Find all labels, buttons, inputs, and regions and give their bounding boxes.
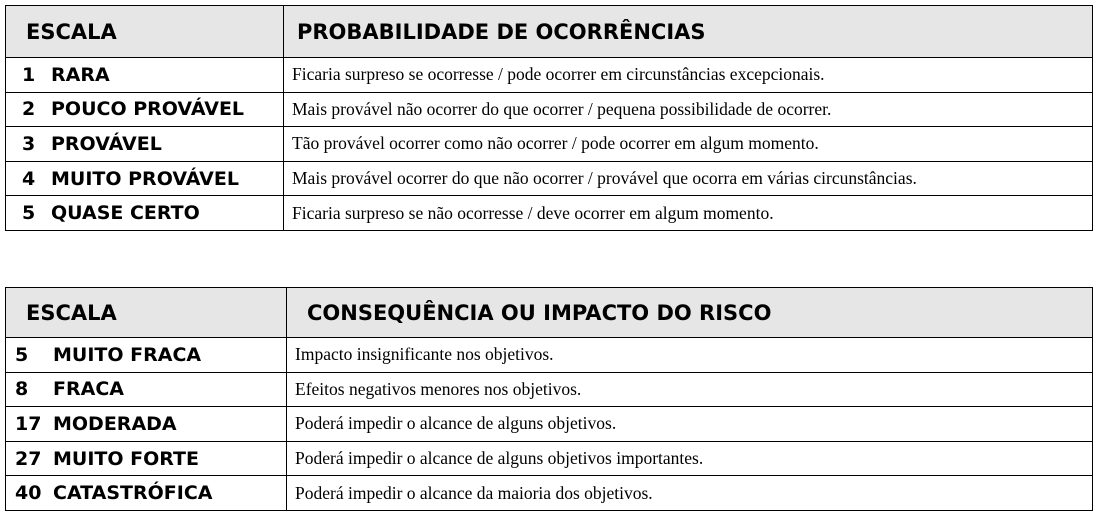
- level-number: 27: [15, 447, 42, 470]
- table-row: [6, 161, 1093, 196]
- level-number: 8: [15, 378, 29, 401]
- table-row: [6, 196, 1093, 231]
- level-cell: [6, 407, 287, 442]
- level-number: 4: [22, 167, 36, 190]
- table-row: [6, 441, 1093, 476]
- level-cell: [6, 92, 284, 127]
- level-cell: [6, 127, 284, 162]
- description-cell: Ficaria surpreso se não ocorresse / deve ocorrer em algum momento.: [284, 196, 1093, 231]
- table-row: [6, 58, 1093, 93]
- level-number: 40: [15, 482, 42, 505]
- level-cell: [6, 372, 287, 407]
- level-cell: [6, 58, 284, 93]
- level-label: MUITO PROVÁVEL: [51, 167, 239, 190]
- header-scale: ESCALA: [6, 6, 284, 58]
- level-label: MODERADA: [53, 412, 177, 435]
- level-label: QUASE CERTO: [51, 202, 200, 225]
- table-row: [6, 476, 1093, 511]
- description-cell: Efeitos negativos menores nos objetivos.: [287, 372, 1093, 407]
- probability-table: [5, 5, 1093, 231]
- level-number: 1: [22, 63, 36, 86]
- table-header-row: [6, 288, 1093, 338]
- level-cell: [6, 196, 284, 231]
- level-cell: [6, 441, 287, 476]
- level-number: 5: [15, 343, 29, 366]
- description-cell: Poderá impedir o alcance de alguns objetivos.: [287, 407, 1093, 442]
- description-cell: Ficaria surpreso se ocorresse / pode ocorrer em circunstâncias excepcionais.: [284, 58, 1093, 93]
- description-cell: Poderá impedir o alcance de alguns objetivos importantes.: [287, 441, 1093, 476]
- table-row: [6, 92, 1093, 127]
- description-cell: Mais provável ocorrer do que não ocorrer / provável que ocorra em várias circunstâncias.: [284, 161, 1093, 196]
- level-number: 5: [22, 202, 36, 225]
- level-cell: [6, 161, 284, 196]
- level-number: 3: [22, 132, 36, 155]
- table-row: [6, 127, 1093, 162]
- description-cell: Tão provável ocorrer como não ocorrer / pode ocorrer em algum momento.: [284, 127, 1093, 162]
- description-cell: Mais provável não ocorrer do que ocorrer / pequena possibilidade de ocorrer.: [284, 92, 1093, 127]
- level-label: FRACA: [53, 378, 124, 401]
- level-number: 2: [22, 98, 36, 121]
- description-cell: Impacto insignificante nos objetivos.: [287, 338, 1093, 373]
- level-cell: [6, 338, 287, 373]
- level-label: MUITO FORTE: [53, 447, 199, 470]
- level-label: MUITO FRACA: [53, 343, 202, 366]
- table-row: [6, 407, 1093, 442]
- table-row: [6, 372, 1093, 407]
- level-label: RARA: [51, 63, 110, 86]
- header-title: CONSEQUÊNCIA OU IMPACTO DO RISCO: [287, 288, 1093, 338]
- description-cell: Poderá impedir o alcance da maioria dos objetivos.: [287, 476, 1093, 511]
- table-header-row: [6, 6, 1093, 58]
- table-row: [6, 338, 1093, 373]
- level-number: 17: [15, 412, 42, 435]
- impact-table: [5, 287, 1093, 511]
- level-label: CATASTRÓFICA: [53, 482, 213, 505]
- level-label: PROVÁVEL: [51, 132, 162, 155]
- header-title: PROBABILIDADE DE OCORRÊNCIAS: [284, 6, 1093, 58]
- level-label: POUCO PROVÁVEL: [51, 98, 245, 121]
- header-scale: ESCALA: [6, 288, 287, 338]
- level-cell: [6, 476, 287, 511]
